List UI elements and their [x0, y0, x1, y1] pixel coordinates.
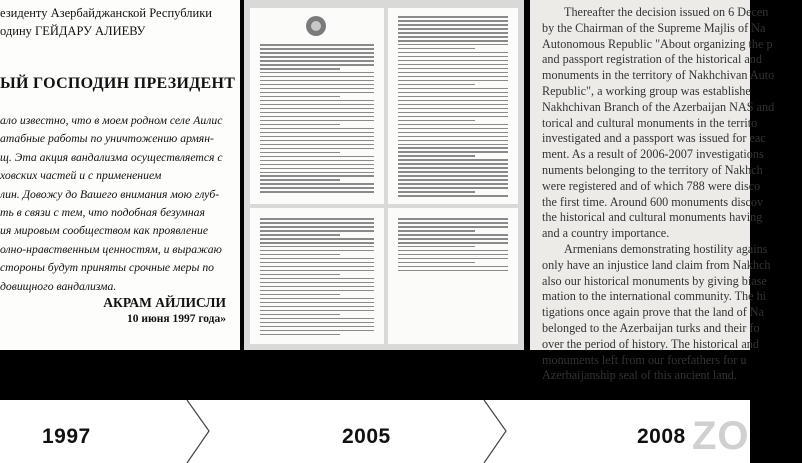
timeline-bar	[0, 400, 750, 463]
illegible-text-line	[398, 183, 508, 185]
illegible-text-line	[260, 246, 374, 248]
document-2008-line: Thereafter the decision issued on 6 Decen	[564, 5, 769, 19]
illegible-text-line	[398, 104, 508, 106]
chevron-right-icon	[484, 400, 506, 463]
illegible-text-line	[260, 168, 374, 170]
illegible-text-line	[398, 179, 508, 181]
illegible-text-line	[398, 147, 508, 149]
illegible-text-line	[260, 124, 340, 126]
illegible-text-line	[260, 72, 374, 74]
illegible-text-line	[398, 226, 508, 228]
illegible-text-line	[260, 302, 374, 304]
illegible-text-line	[398, 132, 508, 134]
illegible-text-line	[260, 100, 374, 102]
illegible-text-line	[398, 96, 508, 98]
illegible-text-line	[260, 282, 374, 284]
illegible-text-line	[260, 120, 374, 122]
illegible-text-line	[260, 44, 374, 46]
illegible-text-line	[398, 234, 508, 236]
illegible-text-line	[260, 322, 374, 324]
document-2008-line: Azerbaijanship seal of this ancient land.	[542, 368, 737, 383]
illegible-text-line	[398, 60, 508, 62]
illegible-text-line	[398, 140, 508, 142]
document-2008-line: Nakhchivan Branch of the Azerbaijan NAS and	[542, 99, 775, 114]
illegible-text-line	[398, 191, 475, 193]
illegible-text-line	[398, 36, 508, 38]
document-2008-line: and passport registration of the historical and	[542, 52, 762, 67]
document-2008-line: Armenians demonstrating hostility agains	[564, 241, 768, 256]
illegible-text-line	[260, 238, 374, 240]
illegible-text-line	[398, 155, 475, 157]
illegible-text-line	[398, 167, 508, 169]
document-2008-line: Republic", a working group was establishe	[542, 83, 751, 98]
illegible-text-line	[260, 187, 374, 189]
illegible-text-line	[398, 230, 475, 232]
illegible-text-line	[398, 120, 475, 122]
document-page-top-right	[388, 8, 518, 204]
illegible-text-line	[260, 52, 374, 54]
illegible-text-line	[260, 76, 374, 78]
document-2008-line: belonged to the Azerbaijan turks and their fo	[542, 320, 760, 335]
illegible-text-line	[398, 175, 508, 177]
illegible-text-line	[398, 187, 508, 189]
illegible-text-line	[398, 108, 508, 110]
illegible-text-line	[260, 144, 374, 146]
letter-header-line: одину ГЕЙДАРУ АЛИЕВУ	[0, 24, 146, 38]
illegible-text-line	[398, 266, 508, 268]
illegible-text-line	[398, 136, 508, 138]
illegible-text-line	[398, 262, 475, 264]
illegible-text-line	[398, 76, 508, 78]
illegible-text-line	[260, 326, 374, 328]
illegible-text-line	[260, 48, 374, 50]
letter-body-line: щ. Эта акция вандализма осуществляется с	[0, 150, 223, 164]
illegible-text-line	[260, 56, 374, 58]
illegible-text-line	[398, 258, 508, 260]
illegible-text-line	[260, 262, 374, 264]
illegible-text-line	[398, 48, 475, 50]
illegible-text-line	[260, 310, 374, 312]
illegible-text-line	[398, 88, 508, 90]
illegible-text-line	[398, 151, 508, 153]
illegible-text-line	[260, 175, 374, 177]
illegible-text-line	[398, 116, 508, 118]
illegible-text-line	[398, 40, 508, 42]
letter-header	[0, 4, 212, 40]
letter-body-line: атабные работы по уничтожению армян-	[0, 132, 214, 146]
timeline-year-2005: 2005	[342, 425, 391, 448]
illegible-text-line	[260, 286, 374, 288]
signature-date: 10 июня 1997 года»	[126, 313, 226, 325]
illegible-text-line	[260, 116, 374, 118]
document-2008-line: and a country importance.	[542, 226, 670, 241]
illegible-text-line	[260, 108, 374, 110]
illegible-text-line	[260, 104, 374, 106]
document-2008-line: by the Chairman of the Supreme Majlis of Na	[542, 20, 766, 35]
illegible-text-line	[398, 112, 508, 114]
illegible-text-line	[260, 278, 374, 280]
letter-body-line: ховских частей и с применением	[0, 169, 162, 183]
illegible-text-line	[398, 128, 508, 130]
document-page-bottom-left	[250, 208, 384, 344]
illegible-text-line	[398, 163, 508, 165]
illegible-text-line	[260, 80, 374, 82]
illegible-text-line	[398, 80, 508, 82]
document-2008-line: numents belonging to the territory of Nakhch	[542, 162, 763, 177]
illegible-text-line	[398, 242, 508, 244]
illegible-text-line	[398, 218, 508, 220]
illegible-text-line	[260, 152, 340, 154]
letter-body-line: ия мировым сообществом как проявление	[0, 224, 209, 238]
document-2008-line: monuments in the territory of Nakhchivan Auto	[542, 68, 775, 83]
illegible-text-line	[260, 68, 340, 70]
illegible-text-line	[260, 128, 374, 130]
document-2008-line: mation to the international community. The hi	[542, 289, 767, 304]
state-emblem-icon	[306, 16, 326, 36]
illegible-text-line	[260, 314, 340, 316]
illegible-text-line	[260, 234, 340, 236]
letter-signature	[103, 295, 226, 325]
illegible-text-line	[260, 160, 374, 162]
chevron-right-icon	[187, 400, 209, 463]
document-2008-line: the historical and cultural monuments having	[542, 210, 763, 225]
signature-name: АКРАМ АЙЛИСЛИ	[103, 295, 226, 310]
illegible-text-line	[260, 92, 374, 94]
letter-body-line: стороны будут приняты срочные меры по	[0, 261, 215, 275]
illegible-text-line	[260, 242, 374, 244]
illegible-text-line	[260, 330, 374, 332]
illegible-text-line	[398, 68, 508, 70]
document-2008-line: ment. As a result of 2006-2007 investigations	[542, 147, 764, 162]
timeline-year-1997: 1997	[42, 425, 91, 448]
illegible-text-line	[398, 92, 508, 94]
illegible-text-line	[260, 226, 374, 228]
illegible-text-line	[260, 294, 340, 296]
illegible-text-line	[260, 64, 374, 66]
illegible-text-line	[260, 334, 340, 336]
illegible-text-line	[260, 270, 374, 272]
illegible-text-line	[398, 56, 508, 58]
letter-body-line: ть в связи с тем, что подобная безумная	[0, 206, 205, 220]
illegible-text-line	[398, 144, 508, 146]
illegible-text-line	[260, 148, 374, 150]
document-2008-line: the first time. Around 600 monuments discov	[542, 194, 764, 209]
illegible-text-line	[398, 44, 508, 46]
document-2008-panel	[530, 0, 775, 383]
document-2008-line: were registered and of which 788 were disco	[542, 178, 761, 193]
illegible-text-line	[398, 246, 475, 248]
illegible-text-line	[398, 159, 508, 161]
illegible-text-line	[260, 156, 374, 158]
illegible-text-line	[260, 132, 374, 134]
letter-body-line: лин. Довожу до Вашего внимания мою глуб-	[0, 187, 220, 201]
illegible-text-line	[260, 258, 374, 260]
illegible-text-line	[260, 179, 340, 181]
illegible-text-line	[260, 164, 374, 166]
illegible-text-line	[260, 306, 374, 308]
letter-body-line: довищного вандализма.	[0, 279, 117, 293]
illegible-text-line	[398, 250, 508, 252]
illegible-text-line	[260, 266, 374, 268]
illegible-text-line	[398, 28, 508, 30]
illegible-text-line	[260, 96, 340, 98]
illegible-text-line	[398, 270, 508, 272]
illegible-text-line	[260, 60, 374, 62]
illegible-text-line	[398, 195, 508, 197]
illegible-text-line	[398, 171, 508, 173]
document-page-top-left	[250, 8, 384, 204]
illegible-text-line	[398, 222, 508, 224]
illegible-text-line	[398, 52, 508, 54]
illegible-text-line	[398, 24, 508, 26]
letter-header-line: езиденту Азербайджанской Республики	[0, 6, 212, 20]
illegible-text-line	[260, 222, 374, 224]
document-2008-line: investigated and a passport was issued for eac	[542, 131, 766, 146]
illegible-text-line	[398, 254, 508, 256]
illegible-text-line	[260, 290, 374, 292]
illegible-text-line	[398, 20, 508, 22]
document-2005-panel	[244, 0, 524, 350]
document-2008-line: tigations once again prove that the land of Na	[542, 305, 765, 320]
illegible-text-line	[260, 112, 374, 114]
illegible-text-line	[260, 140, 374, 142]
illegible-text-line	[260, 318, 374, 320]
document-2008-line: over the period of history. The historical and	[542, 336, 759, 351]
illegible-text-line	[398, 100, 508, 102]
illegible-text-line	[398, 124, 508, 126]
letter-body	[0, 112, 236, 296]
document-2008-line: also our historical monuments by giving biase	[542, 273, 767, 288]
illegible-text-line	[260, 274, 340, 276]
illegible-text-line	[260, 230, 374, 232]
illegible-text-line	[260, 250, 374, 252]
illegible-text-line	[260, 183, 374, 185]
illegible-text-line	[260, 218, 374, 220]
document-2008-text	[542, 5, 802, 384]
illegible-text-line	[398, 84, 475, 86]
illegible-text-line	[398, 64, 508, 66]
illegible-text-line	[260, 298, 374, 300]
timeline-year-2008: 2008	[637, 425, 686, 448]
illegible-text-line	[260, 191, 374, 193]
illegible-text-line	[260, 254, 340, 256]
illegible-text-line	[260, 172, 374, 174]
letter-body-line: олно-нравственным ценностям, и выражаю	[0, 242, 222, 256]
document-page-bottom-right	[388, 208, 518, 344]
letter-salutation: ЫЙ ГОСПОДИН ПРЕЗИДЕНТ	[0, 75, 236, 92]
illegible-text-line	[398, 16, 508, 18]
letter-1997-panel	[0, 0, 240, 350]
illegible-text-line	[260, 84, 374, 86]
document-2008-line: Autonomous Republic "About organizing the p	[542, 36, 773, 51]
illegible-text-line	[260, 136, 374, 138]
letter-body-line: ало известно, что в моем родном селе Аилис	[0, 114, 223, 127]
document-2008-line: torical and cultural monuments in the territo	[542, 115, 758, 130]
document-2008-line: monuments left from our forefathers for u	[542, 352, 747, 367]
illegible-text-line	[398, 72, 508, 74]
illegible-text-line	[398, 238, 508, 240]
illegible-text-line	[260, 88, 374, 90]
zoom-watermark: ZO	[692, 414, 750, 458]
document-2008-line: only have an injustice land claim from Nakhch	[542, 257, 771, 272]
illegible-text-line	[398, 32, 508, 34]
